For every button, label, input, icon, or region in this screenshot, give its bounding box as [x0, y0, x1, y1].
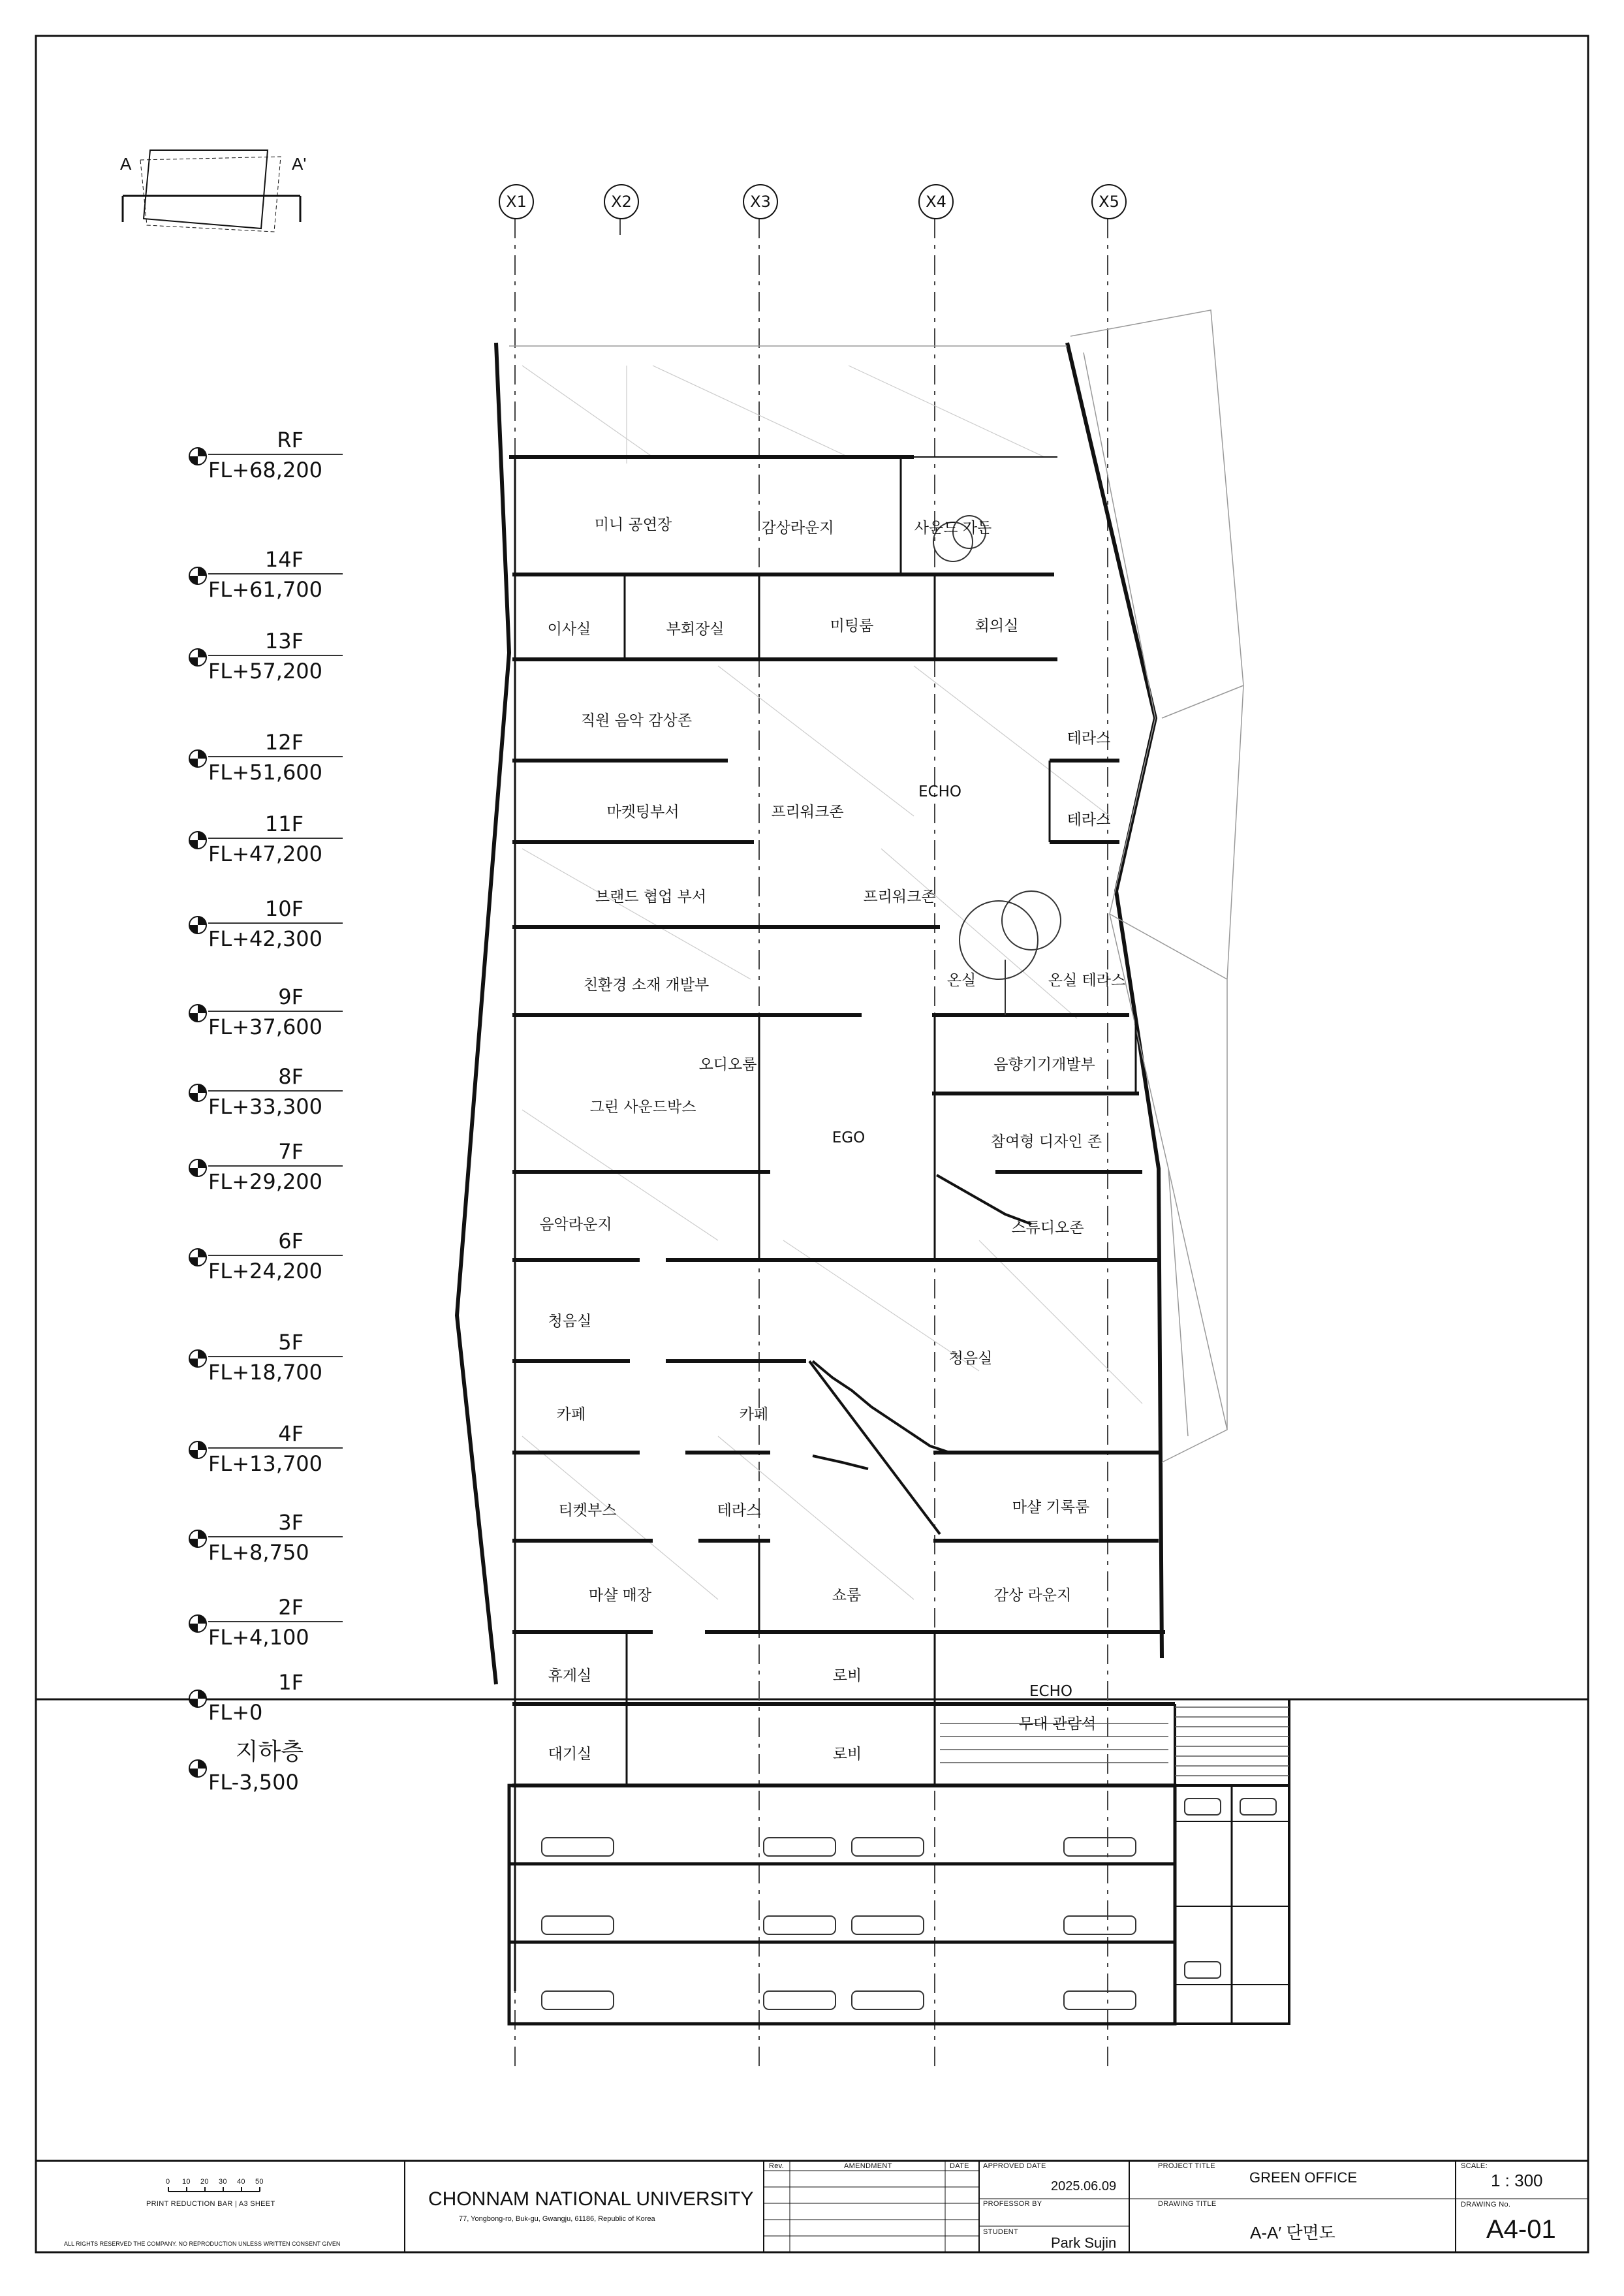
student-label: STUDENT: [983, 2228, 1019, 2236]
scale-bar-tick: 20: [200, 2178, 209, 2186]
room-label: 오디오룸: [698, 1056, 757, 1073]
level-datum-icon: [189, 916, 207, 934]
room-label: 테라스: [717, 1502, 761, 1519]
scale-bar-tick: 30: [219, 2178, 227, 2186]
room-label: 직원 음악 감상존: [580, 712, 693, 729]
room-label: 청음실: [548, 1313, 592, 1330]
level-name: 10F: [264, 896, 304, 921]
project-title: GREEN OFFICE: [1249, 2169, 1358, 2186]
drawing-title: A-A′ 단면도: [1250, 2223, 1335, 2242]
approved-date-label: APPROVED DATE: [983, 2162, 1046, 2170]
level-elevation: FL+42,300: [208, 926, 323, 951]
room-label: 온실: [946, 972, 976, 989]
level-name: 지하층: [235, 1738, 304, 1765]
level-datum-icon: [189, 447, 207, 465]
room-label: 마켓팅부서: [606, 804, 679, 821]
level-name: 13F: [264, 629, 304, 653]
scale-bar-tick: 0: [166, 2178, 170, 2186]
level-marker: [186, 428, 343, 499]
level-name: 8F: [278, 1064, 304, 1089]
level-elevation: FL+57,200: [208, 659, 323, 684]
level-datum-icon: [189, 1159, 207, 1177]
level-name: 14F: [264, 547, 304, 572]
level-name: 5F: [278, 1330, 304, 1355]
room-label: 프리워크존: [863, 889, 936, 905]
key-plan: [123, 150, 300, 232]
level-datum-icon: [189, 1004, 207, 1022]
student-name: Park Sujin: [1051, 2235, 1117, 2251]
room-label: 부회장실: [666, 621, 725, 638]
level-name: 2F: [278, 1595, 304, 1620]
level-name: 11F: [264, 811, 304, 836]
scale-bar-tick: 10: [182, 2178, 191, 2186]
stairs: [809, 1175, 1031, 1534]
rights-notice: ALL RIGHTS RESERVED THE COMPANY. NO REPRODUCTION UNLESS WRITTEN CONSENT GIVEN: [64, 2241, 341, 2247]
level-marker: [186, 1595, 343, 1667]
level-datum-icon: [189, 567, 207, 585]
project-title-label: PROJECT TITLE: [1158, 2162, 1215, 2170]
level-marker: [186, 1421, 343, 1493]
level-datum-icon: [189, 1248, 207, 1266]
room-label: 음향기기개발부: [993, 1056, 1095, 1073]
room-label: 무대 관람석: [1018, 1716, 1097, 1733]
scale-bar-caption: PRINT REDUCTION BAR | A3 SHEET: [146, 2200, 275, 2208]
level-name: 12F: [264, 730, 304, 755]
level-marker: [186, 629, 343, 700]
drawing-title-label: DRAWING TITLE: [1158, 2200, 1217, 2208]
level-name: 9F: [278, 984, 304, 1009]
level-name: 6F: [278, 1229, 304, 1253]
scale-label: SCALE:: [1461, 2162, 1488, 2170]
level-elevation: FL+29,200: [208, 1169, 323, 1194]
grid-bubble-x2: X2: [604, 184, 639, 219]
grid-bubble-x1: X1: [499, 184, 534, 219]
key-plan-label-a: A: [120, 154, 132, 174]
level-datum-icon: [189, 831, 207, 849]
scale-bar-tick: 40: [237, 2178, 245, 2186]
room-label: 카페: [739, 1406, 769, 1423]
room-label: 청음실: [948, 1350, 993, 1367]
room-label: 브랜드 협업 부서: [595, 889, 707, 905]
room-label: 회의실: [975, 618, 1019, 635]
key-plan-label-a-prime: A': [292, 154, 307, 174]
professor-label: PROFESSOR BY: [983, 2200, 1042, 2208]
room-label: 감상 라운지: [993, 1587, 1072, 1604]
level-marker: [186, 1064, 343, 1136]
room-label: 미니 공연장: [594, 516, 672, 533]
room-label: 카페: [556, 1406, 586, 1423]
scale-bar-tick: 50: [255, 2178, 264, 2186]
room-label: 사운드 가든: [914, 520, 992, 537]
room-label: 프리워크존: [771, 804, 844, 821]
university-address: 77, Yongbong-ro, Buk-gu, Gwangju, 61186, Republic of Korea: [459, 2215, 655, 2223]
level-elevation: FL+24,200: [208, 1259, 323, 1283]
date-header: DATE: [950, 2162, 969, 2170]
level-datum-icon: [189, 1690, 207, 1708]
level-marker: [186, 1229, 343, 1300]
tree-icons: [933, 516, 1061, 1015]
grid-bubble-x4: X4: [918, 184, 954, 219]
zone-label-ego: EGO: [832, 1129, 866, 1146]
level-name: 7F: [278, 1139, 304, 1164]
level-elevation: FL+61,700: [208, 577, 323, 602]
level-datum-icon: [189, 1349, 207, 1368]
level-datum-icon: [189, 1441, 207, 1459]
level-elevation: FL+8,750: [208, 1540, 309, 1565]
room-label: 온실 테라스: [1048, 972, 1126, 989]
room-label: 미팅룸: [830, 618, 874, 635]
level-name: 3F: [278, 1510, 304, 1535]
room-label: 테라스: [1067, 811, 1111, 828]
scale-value: 1 : 300: [1491, 2171, 1543, 2190]
room-label: 마샬 기록룸: [1012, 1499, 1090, 1516]
scale-bar: [168, 2187, 260, 2192]
level-marker: [186, 547, 343, 619]
level-marker: [186, 1510, 343, 1582]
level-name: 4F: [278, 1421, 304, 1446]
level-elevation: FL+4,100: [208, 1625, 309, 1650]
level-elevation: FL+37,600: [208, 1014, 323, 1039]
room-label: 대기실: [548, 1746, 592, 1763]
level-datum-icon: [189, 1759, 207, 1778]
university-name: CHONNAM NATIONAL UNIVERSITY: [428, 2188, 754, 2210]
level-datum-icon: [189, 1614, 207, 1633]
room-label: 로비: [832, 1746, 862, 1763]
approved-date: 2025.06.09: [1051, 2179, 1117, 2194]
room-label: 친환경 소재 개발부: [583, 977, 710, 994]
room-label: 티켓부스: [558, 1502, 617, 1519]
level-elevation: FL+51,600: [208, 760, 323, 785]
car-icons: [542, 1799, 1276, 2009]
drawing-no-label: DRAWING No.: [1461, 2201, 1511, 2209]
amendment-header: AMENDMENT: [844, 2162, 892, 2170]
level-marker: [186, 896, 343, 968]
level-elevation: FL+68,200: [208, 458, 323, 482]
level-elevation: FL+13,700: [208, 1451, 323, 1476]
room-label: 쇼룸: [832, 1587, 862, 1604]
room-label: 음악라운지: [539, 1216, 612, 1233]
grid-bubble-x3: X3: [743, 184, 778, 219]
level-marker: [186, 1330, 343, 1402]
room-label: 스튜디오존: [1011, 1219, 1084, 1236]
level-marker: [186, 730, 343, 802]
room-label: 이사실: [547, 621, 591, 638]
room-label: 로비: [832, 1667, 862, 1684]
room-label: 참여형 디자인 존: [990, 1133, 1102, 1150]
level-marker: [186, 1740, 343, 1812]
room-label: 휴게실: [548, 1667, 592, 1684]
grid-bubble-x5: X5: [1091, 184, 1127, 219]
level-name: 1F: [278, 1670, 304, 1695]
room-label: 마샬 매장: [588, 1587, 652, 1604]
level-datum-icon: [189, 749, 207, 768]
level-datum-icon: [189, 1084, 207, 1102]
exterior-steps: [940, 1707, 1289, 1776]
level-datum-icon: [189, 648, 207, 667]
level-marker: [186, 1139, 343, 1211]
rev-header: Rev.: [769, 2162, 785, 2170]
level-name: RF: [277, 428, 304, 452]
zone-label-echo: ECHO: [918, 783, 961, 800]
level-marker: [186, 984, 343, 1056]
level-elevation: FL+47,200: [208, 841, 323, 866]
room-label: 테라스: [1067, 730, 1111, 747]
level-marker: [186, 811, 343, 883]
room-label: 그린 사운드박스: [589, 1099, 696, 1116]
level-elevation: FL+33,300: [208, 1094, 323, 1119]
level-datum-icon: [189, 1530, 207, 1548]
level-elevation: FL+0: [208, 1700, 263, 1725]
drawing-number: A4-01: [1486, 2215, 1556, 2244]
level-marker: [186, 1670, 343, 1742]
level-elevation: FL+18,700: [208, 1360, 323, 1385]
room-label: 감상라운지: [761, 520, 834, 537]
level-elevation: FL-3,500: [208, 1770, 299, 1795]
zone-label-echo: ECHO: [1029, 1683, 1072, 1700]
